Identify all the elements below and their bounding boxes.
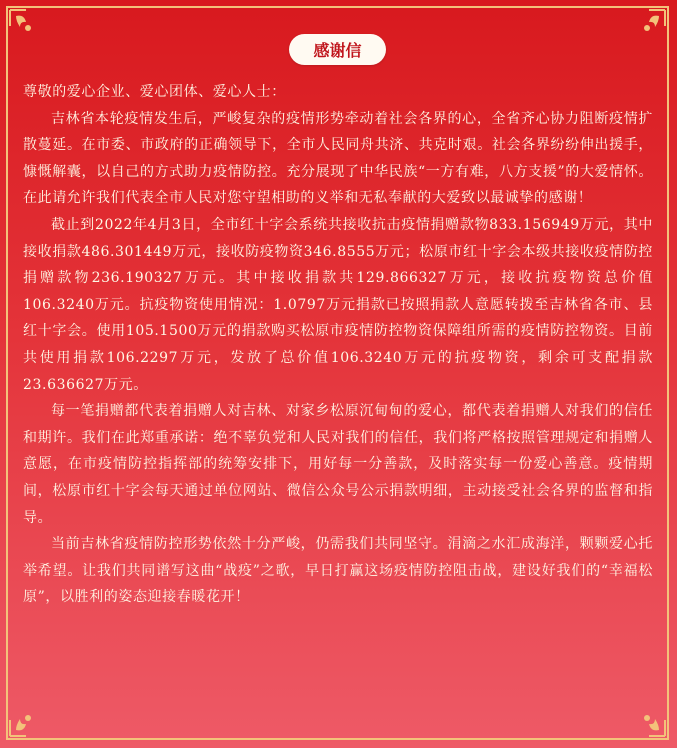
paragraph-commitment: 每一笔捐赠都代表着捐赠人对吉林、对家乡松原沉甸甸的爱心，都代表着捐赠人对我们的信任和期许。我们在此郑重承诺：绝不辜负党和人民对我们的信任，我们将严格按照管理规定和捐赠人意愿，在市疫情防控指挥部的统筹安排下，用好每一分善款，及时落实每一份爱心善意。疫情期间，松原市红十字会每天通过单位网站、微信公众号公示捐款明细，主动接受社会各界的监督和指导。 [23,403,653,526]
paragraph-closing: 当前吉林省疫情防控形势依然十分严峻，仍需我们共同坚守。涓滴之水汇成海洋，颗颗爱心托举希望。让我们共同谱写这曲“战疫”之歌，早日打赢这场疫情防控阻击战，建设好我们的“幸福松原”，以胜利的姿态迎接春暖花开！ [23,536,653,606]
corner-ornament-icon [8,8,42,42]
salutation: 尊敬的爱心企业、爱心团体、爱心人士： [23,84,286,100]
corner-ornament-icon [633,8,667,42]
letter-body [23,79,653,611]
letter-title: 感谢信 [289,34,386,65]
corner-ornament-icon [633,704,667,738]
paragraph-donation-stats: 截止到2022年4月3日，全市红十字会系统共接收抗击疫情捐赠款物833.156949万元，其中接收捐款486.301449万元，接收防疫物资346.8555万元；松原市红十字会本级共接收疫情防控捐赠款物236.190327万元。其中接收捐款共129.866327万元，接收抗疫物资总价值106.3240万元。抗疫物资使用情况：1.0797万元捐款已按照捐款人意愿转拨至吉林省各市、县红十字会。使用105.1500万元的捐款购买松原市疫情防控物资保障组所需的疫情防控物资。目前共使用捐款106.2297万元，发放了总价值106.3240万元的抗疫物资，剩余可支配捐款23.636627万元。 [23,216,653,393]
corner-ornament-icon [8,704,42,738]
paragraph-intro: 吉林省本轮疫情发生后，严峻复杂的疫情形势牵动着社会各界的心，全省齐心协力阻断疫情扩散蔓延。在市委、市政府的正确领导下，全市人民同舟共济、共克时艰。社会各界纷纷伸出援手，慷慨解囊，以自己的方式助力疫情防控。充分展现了中华民族“一方有难，八方支援”的大爱情怀。在此请允许我们代表全市人民对您守望相助的义举和无私奉献的大爱致以最诚挚的感谢！ [23,110,653,207]
